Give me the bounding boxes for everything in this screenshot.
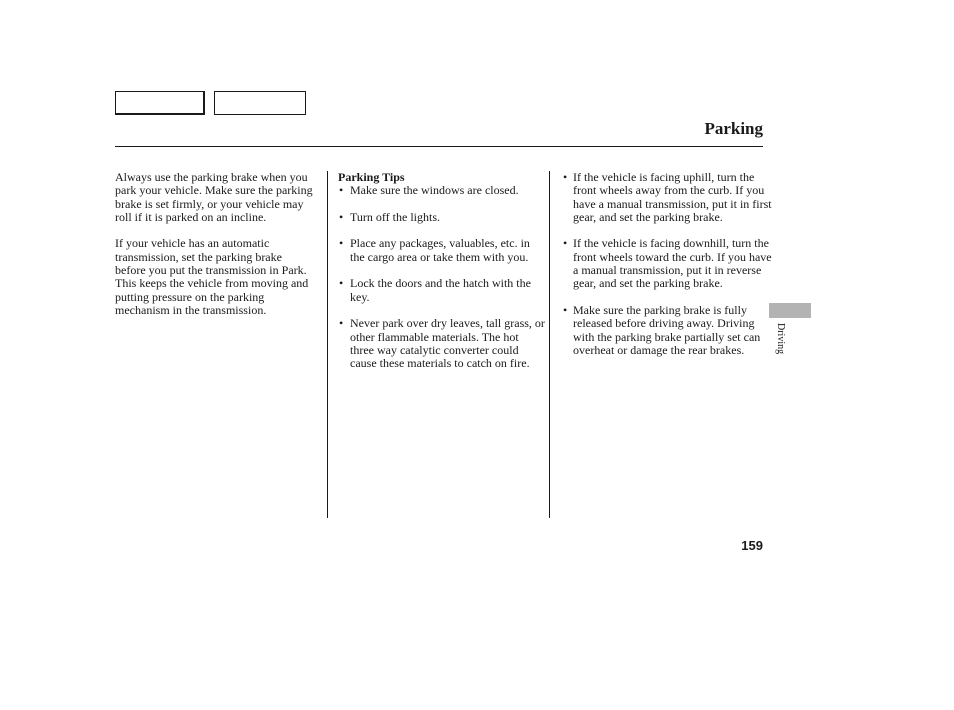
list-item xyxy=(338,317,545,370)
list-item xyxy=(338,211,545,224)
bullet-icon: • xyxy=(339,276,344,291)
bullet-icon: • xyxy=(339,183,344,198)
paragraph: Always use the parking brake when you park your vehicle. Make sure the parking brake is set firmly, or your vehicle may roll if it is parked on an incline. xyxy=(115,170,313,224)
page-number: 159 xyxy=(741,538,763,553)
bullet-icon: • xyxy=(563,170,568,184)
list-item xyxy=(338,237,545,264)
list-item-text: Turn off the lights. xyxy=(350,209,441,224)
list-item-text: If the vehicle is facing uphill, turn the front wheels away from the curb. If you have a manual transmission, put it in first gear, and set the parking brake. xyxy=(573,170,772,224)
nav-button-previous[interactable] xyxy=(115,91,205,115)
column-divider xyxy=(327,171,328,518)
list-item xyxy=(338,184,545,197)
tips-list xyxy=(562,171,772,357)
column-parking-tips xyxy=(338,171,545,384)
bullet-icon: • xyxy=(339,209,344,224)
list-item-text: Place any packages, valuables, etc. in the cargo area or take them with you. xyxy=(350,236,530,264)
bullet-icon: • xyxy=(563,236,568,251)
title-rule xyxy=(115,146,763,147)
list-item xyxy=(562,171,772,224)
column-divider xyxy=(549,171,550,518)
nav-button-next[interactable] xyxy=(214,91,306,115)
column-slope-tips xyxy=(562,171,772,370)
list-item xyxy=(562,237,772,290)
bullet-icon: • xyxy=(563,302,568,317)
list-item xyxy=(338,277,545,304)
list-item-text: Never park over dry leaves, tall grass, or other flammable materials. The hot three way catalytic converter could cause these materials to catch on fire. xyxy=(350,316,545,371)
page-title: Parking xyxy=(704,119,763,138)
bullet-icon: • xyxy=(339,236,344,251)
section-tab-marker xyxy=(769,303,811,318)
tips-list xyxy=(338,184,545,370)
list-item-text: Make sure the parking brake is fully released before driving away. Driving with the parking brake partially set can overheat or damage the rear brakes. xyxy=(573,302,761,357)
paragraph: If your vehicle has an automatic transmission, set the parking brake before you put the transmission in Park. This keeps the vehicle from moving and putting pressure on the parking mechanism in the transmission. xyxy=(115,236,309,317)
column-intro xyxy=(115,171,315,331)
section-side-label: Driving xyxy=(775,323,786,355)
list-item-text: Lock the doors and the hatch with the key. xyxy=(350,276,531,304)
list-item-text: Make sure the windows are closed. xyxy=(350,183,519,198)
bullet-icon: • xyxy=(339,316,344,331)
list-item xyxy=(562,304,772,357)
section-heading: Parking Tips xyxy=(338,170,405,184)
list-item-text: If the vehicle is facing downhill, turn the front wheels toward the curb. If you have a manual transmission, put it in reverse gear, and set the parking brake. xyxy=(573,236,772,291)
